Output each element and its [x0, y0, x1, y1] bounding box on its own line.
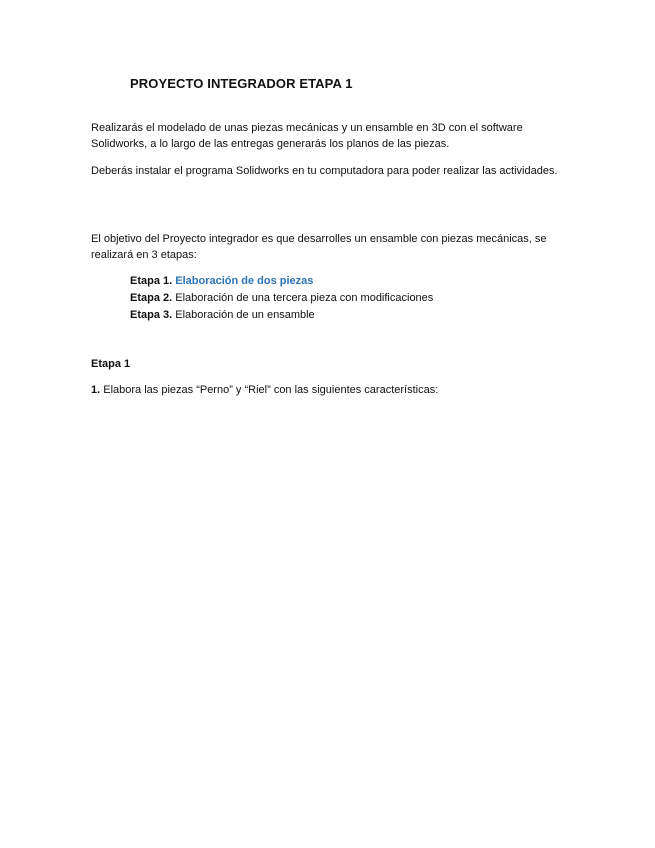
stage-text-highlighted: Elaboración de dos piezas — [175, 275, 314, 287]
stage-label: Etapa 2. — [130, 292, 173, 304]
stage-label: Etapa 3. — [130, 309, 173, 321]
list-item — [91, 384, 438, 396]
install-paragraph: Deberás instalar el programa Solidworks en tu computadora para poder realizar las actividades. — [91, 165, 558, 177]
item-text: Elabora las piezas “Perno” y “Riel” con las siguientes características: — [103, 384, 439, 396]
document-title: PROYECTO INTEGRADOR ETAPA 1 — [130, 76, 353, 91]
objective-paragraph: El objetivo del Proyecto integrador es que desarrolles un ensamble con piezas mecánicas, se realizará en 3 etapas: — [91, 233, 547, 261]
intro-paragraph: Realizarás el modelado de unas piezas mecánicas y un ensamble en 3D con el software Solidworks, a lo largo de las entregas generarás los planos de las piezas. — [91, 122, 523, 150]
stage-label: Etapa 1. — [130, 275, 173, 287]
stage-text: Elaboración de un ensamble — [175, 309, 315, 321]
stages-list — [130, 273, 433, 324]
stage-text: Elaboración de una tercera pieza con modificaciones — [175, 292, 434, 304]
section-heading: Etapa 1 — [91, 358, 131, 370]
item-number: 1. — [91, 384, 101, 396]
stage-item-1 — [130, 273, 433, 290]
stage-item-3 — [130, 307, 433, 324]
stage-item-2 — [130, 290, 433, 307]
